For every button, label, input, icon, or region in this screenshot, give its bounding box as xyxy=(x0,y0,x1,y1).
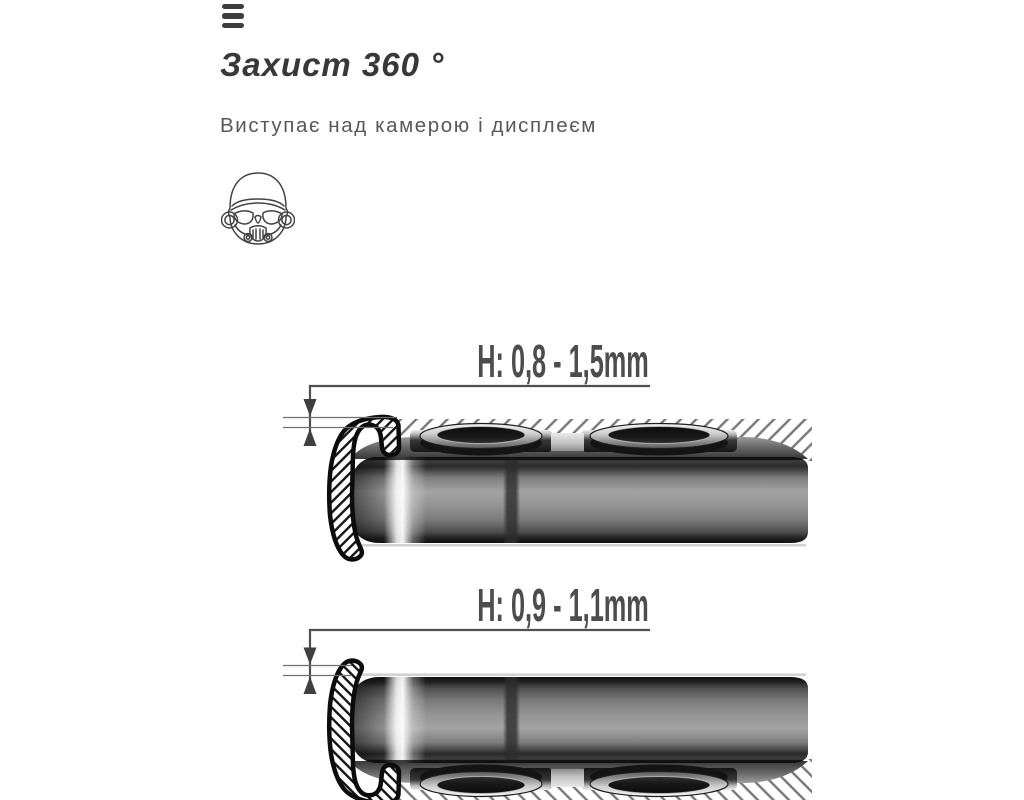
list-icon xyxy=(222,4,244,28)
list-icon-bar xyxy=(222,4,244,9)
dimension-label-camera: H: 0,8 - 1,5mm xyxy=(477,334,649,387)
case-protection-diagrams xyxy=(0,330,1024,800)
page-title: Захист 360 ° xyxy=(220,46,445,83)
stormtrooper-helmet-icon xyxy=(221,167,295,251)
page-subtitle: Виступає над камерою і дисплеєм xyxy=(220,114,597,137)
phone-case-cross-section xyxy=(329,417,812,560)
list-icon-bar xyxy=(222,23,244,28)
list-icon-bar xyxy=(222,13,244,18)
phone-case-cross-section-mirrored xyxy=(329,661,812,800)
dimension-label-display: H: 0,9 - 1,1mm xyxy=(477,578,649,631)
